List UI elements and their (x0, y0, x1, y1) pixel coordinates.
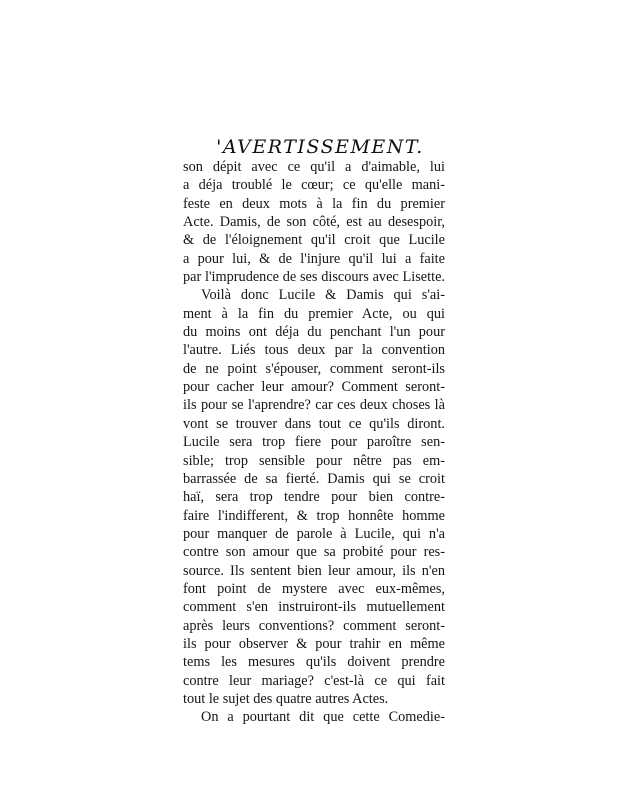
text-line: barrassée de sa fierté. Damis qui se croit (183, 470, 445, 487)
text-line: faire l'indifferent, & trop honnête homme (183, 507, 445, 524)
text-line: contre leur mariage? c'est-là ce qui fait (183, 672, 445, 689)
text-line: & de l'éloignement qu'il croit que Lucile (183, 232, 445, 249)
text-line: source. Ils sentent bien leur amour, ils n'en (183, 562, 445, 579)
text-line: Lucile sera trop fiere pour paroître sen- (183, 434, 445, 451)
text-line: par l'imprudence de ses discours avec Lisette. (183, 269, 445, 286)
text-line: a déja troublé le cœur; ce qu'elle mani- (183, 177, 445, 194)
text-line: tems les mesures qu'ils doivent prendre (183, 654, 445, 671)
text-line: Voilà donc Lucile & Damis qui s'ai- (201, 287, 445, 304)
text-line: a pour lui, & de l'injure qu'il lui a faite (183, 250, 445, 267)
page-heading: 'AVERTISSEMENT. (216, 136, 424, 158)
text-line: font point de mystere avec eux-mêmes, (183, 580, 445, 597)
text-line: pour manquer de parole à Lucile, qui n'a (183, 525, 445, 542)
text-line: l'autre. Liés tous deux par la convention (183, 342, 445, 359)
text-line: vont se trouver dans tout ce qu'ils diront. (183, 415, 445, 432)
text-line: son dépit avec ce qu'il a d'aimable, lui (183, 159, 445, 175)
text-line: contre son amour que sa probité pour res- (183, 544, 445, 561)
text-line: sible; trop sensible pour nêtre pas em- (183, 452, 445, 469)
text-line: ils pour se l'aprendre? car ces deux choses là (183, 397, 445, 414)
text-line: feste en deux mots à la fin du premier (183, 195, 445, 212)
text-line: On a pourtant dit que cette Comedie- (201, 709, 445, 726)
text-line: de ne point s'épouser, comment seront-ils (183, 360, 445, 377)
text-line: Acte. Damis, de son côté, est au desespoir, (183, 214, 445, 231)
text-line: après leurs conventions? comment seront- (183, 617, 445, 634)
text-line: comment s'en instruiront-ils mutuellement (183, 599, 445, 616)
text-line: ils pour observer & pour trahir en même (183, 635, 445, 652)
body-text (183, 158, 445, 727)
text-line: pour cacher leur amour? Comment seront- (183, 379, 445, 396)
text-line: ment à la fin du premier Acte, ou qui (183, 305, 445, 322)
text-line: haï, sera trop tendre pour bien contre- (183, 489, 445, 506)
text-line: tout le sujet des quatre autres Actes. (183, 690, 389, 707)
text-line: du moins ont déja du penchant l'un pour (183, 324, 445, 341)
